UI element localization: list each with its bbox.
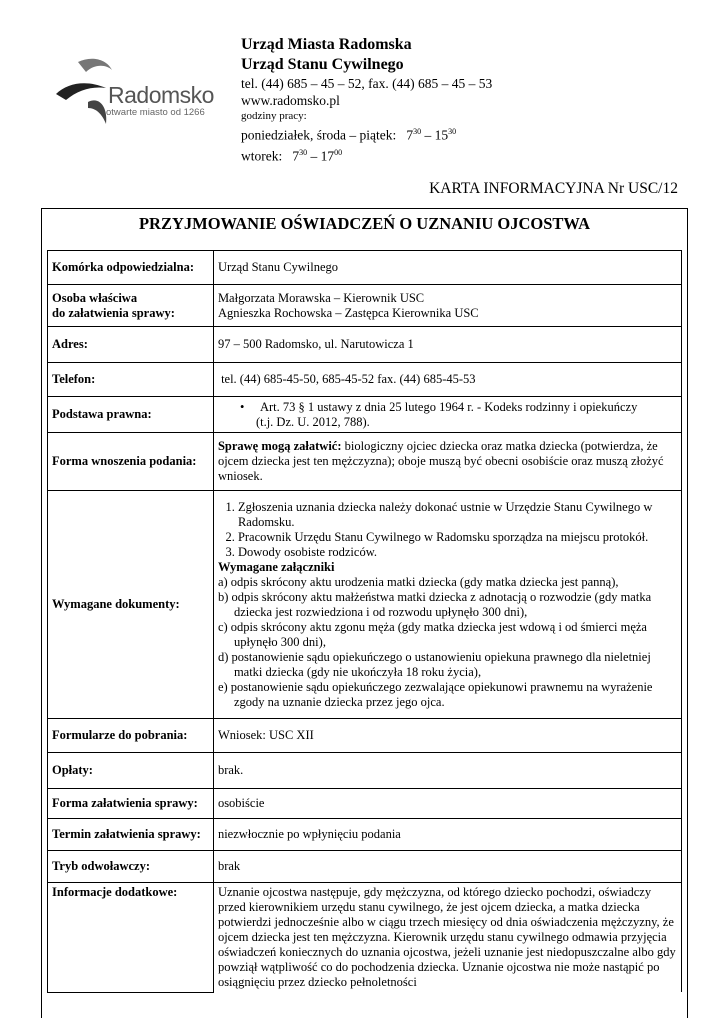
row-label: Forma załatwienia sprawy: bbox=[48, 789, 214, 819]
list-item: b) odpis skrócony aktu małżeństwa matki dziecka z adnotacją o rozwodzie (gdy matka dziecka jest rozwiedziona i od rozwodu upłynęło 300 dni), bbox=[217, 589, 652, 619]
hours-days1: poniedziałek, środa – piątek: bbox=[241, 127, 397, 143]
row-label: Informacje dodatkowe: bbox=[48, 883, 214, 993]
person-label-line1: Osoba właściwa bbox=[52, 290, 138, 305]
table-row bbox=[48, 251, 682, 285]
list-item: 2. Pracownik Urzędu Stanu Cywilnego w Radomsku sporządza na miejscu protokół. bbox=[238, 530, 677, 545]
person-value-line1: Małgorzata Morawska – Kierownik USC bbox=[217, 290, 425, 305]
contact-block bbox=[241, 35, 492, 164]
legal-value-line1: Art. 73 § 1 ustawy z dnia 25 lutego 1964 r. - Kodeks rodzinny i opiekuńczy bbox=[259, 399, 638, 414]
row-label: Formularze do pobrania: bbox=[48, 719, 214, 753]
hours-dash2: – bbox=[310, 148, 318, 163]
hours-open1: 7 bbox=[406, 127, 414, 143]
table-row bbox=[48, 883, 682, 993]
legal-value-line2: (t.j. Dz. U. 2012, 788). bbox=[255, 414, 370, 429]
hours-close1: 15 bbox=[434, 127, 449, 143]
row-label: Telefon: bbox=[48, 363, 214, 397]
table-row bbox=[48, 753, 682, 789]
attachments-heading: Wymagane załączniki bbox=[217, 559, 335, 574]
row-value: brak. bbox=[213, 753, 681, 789]
hours-line2 bbox=[241, 144, 492, 165]
legal-basis-item: • Art. 73 § 1 ustawy z dnia 25 lutego 1964 r. - Kodeks rodzinny i opiekuńczy (t.j. Dz. U. 2012, 788). bbox=[239, 399, 638, 429]
row-value bbox=[213, 285, 681, 327]
table-row bbox=[48, 851, 682, 883]
list-item: a) odpis skrócony aktu urodzenia matki dziecka (gdy matka dziecka jest panną), bbox=[217, 574, 619, 589]
row-value bbox=[213, 491, 681, 719]
form-text: biologiczny ojciec dziecka oraz matka dziecka (potwierdza, że ojcem dziecka jest ten mężczyzna); oboje muszą być obecni osobiście oraz muszą złożyć wniosek. bbox=[217, 439, 664, 483]
person-label-line2: do załatwienia sprawy: bbox=[52, 305, 175, 320]
list-item: c) odpis skrócony aktu zgonu męża (gdy matka dziecka jest wdową i od śmierci męża upłynęło 300 dni), bbox=[217, 619, 647, 649]
hours-open2: 7 bbox=[292, 148, 300, 163]
table-row bbox=[48, 719, 682, 753]
info-table bbox=[47, 250, 682, 993]
list-item: d) postanowienie sądu opiekuńczego o ustanowieniu opiekuna prawnego dla nieletniej matki dziecka (gdy nie ukończyła 18 roku życia), bbox=[217, 649, 651, 679]
table-row bbox=[48, 789, 682, 819]
row-value bbox=[213, 397, 681, 433]
list-item: 3. Dowody osobiste rodziców. bbox=[238, 545, 677, 560]
form-bold-lead: Sprawę mogą załatwić: bbox=[217, 439, 342, 453]
org-name-line2: Urząd Stanu Cywilnego bbox=[241, 56, 404, 73]
table-row bbox=[48, 327, 682, 363]
person-value-line2: Agnieszka Rochowska – Zastępca Kierownika USC bbox=[217, 305, 479, 320]
hours-close2-min: 00 bbox=[334, 147, 343, 157]
table-row bbox=[48, 363, 682, 397]
list-item: e) postanowienie sądu opiekuńczego zezwalające opiekunowi prawnemu na wyrażenie zgody na uznanie dziecka przez jego ojca. bbox=[217, 679, 653, 709]
row-value: niezwłocznie po wpłynięciu podania bbox=[213, 819, 681, 851]
row-value: brak bbox=[213, 851, 681, 883]
row-value: Wniosek: USC XII bbox=[213, 719, 681, 753]
phone-fax-line: tel. (44) 685 – 45 – 52, fax. (44) 685 – 45 – 53 bbox=[241, 76, 493, 91]
row-value: Uznanie ojcostwa następuje, gdy mężczyzna, od którego dziecko pochodzi, oświadczy przed kierownikiem urzędu stanu cywilnego, że jest ojcem dziecka, a matka dziecka potwierdzi jednocześnie albo w ciągu trzech miesięcy od dnia oświadczenia mężczyzny, że ojcem dziecka jest ten mężczyzna. Kierownik urzędu stanu cywilnego odmawia przyjęcia oświadczeń koniecznych do uznania ojcostwa, jeżeli uznanie jest niedopuszczalne albo gdy powziął wątpliwość co do pochodzenia dziecka. Uznanie ojcostwa nie może nastąpić po osiągnięciu przez dziecko pełnoletności bbox=[213, 883, 681, 993]
table-row bbox=[48, 433, 682, 491]
row-label bbox=[48, 285, 214, 327]
row-label: Forma wnoszenia podania: bbox=[48, 433, 214, 491]
hours-label: godziny pracy: bbox=[241, 110, 307, 122]
row-value bbox=[213, 363, 681, 397]
table-row bbox=[48, 819, 682, 851]
row-value: Urząd Stanu Cywilnego bbox=[213, 251, 681, 285]
hours-close2: 17 bbox=[320, 148, 335, 163]
hours-line1 bbox=[241, 123, 492, 144]
logo-wordmark: Radomsko bbox=[108, 82, 214, 108]
required-steps-list bbox=[218, 500, 677, 560]
row-value bbox=[213, 433, 681, 491]
row-value: osobiście bbox=[213, 789, 681, 819]
hours-days2: wtorek: bbox=[241, 148, 283, 163]
hours-open2-min: 30 bbox=[299, 147, 308, 157]
card-number: KARTA INFORMACYJNA Nr USC/12 bbox=[429, 180, 678, 197]
page-title: PRZYJMOWANIE OŚWIADCZEŃ O UZNANIU OJCOSTWA bbox=[138, 214, 591, 233]
logo-tagline: otwarte miasto od 1266 bbox=[106, 107, 205, 118]
row-label: Podstawa prawna: bbox=[48, 397, 214, 433]
row-label: Adres: bbox=[48, 327, 214, 363]
row-label: Wymagane dokumenty: bbox=[48, 491, 214, 719]
list-item: 1. Zgłoszenia uznania dziecka należy dokonać ustnie w Urzędzie Stanu Cywilnego w Radomsku. bbox=[238, 500, 677, 530]
org-name-line1: Urząd Miasta Radomska bbox=[241, 36, 412, 53]
letterhead bbox=[0, 0, 724, 170]
row-label: Opłaty: bbox=[48, 753, 214, 789]
website: www.radomsko.pl bbox=[241, 93, 340, 108]
hours-open1-min: 30 bbox=[413, 127, 422, 136]
phone-value: tel. (44) 685-45-50, 685-45-52 fax. (44) 685-45-53 bbox=[221, 372, 476, 386]
hours-dash1: – bbox=[424, 127, 432, 143]
table-row bbox=[48, 397, 682, 433]
hours-close1-min: 30 bbox=[448, 127, 457, 136]
row-value: 97 – 500 Radomsko, ul. Narutowicza 1 bbox=[213, 327, 681, 363]
row-label: Termin załatwienia sprawy: bbox=[48, 819, 214, 851]
table-row bbox=[48, 491, 682, 719]
row-label: Tryb odwoławczy: bbox=[48, 851, 214, 883]
row-label: Komórka odpowiedzialna: bbox=[48, 251, 214, 285]
table-row bbox=[48, 285, 682, 327]
